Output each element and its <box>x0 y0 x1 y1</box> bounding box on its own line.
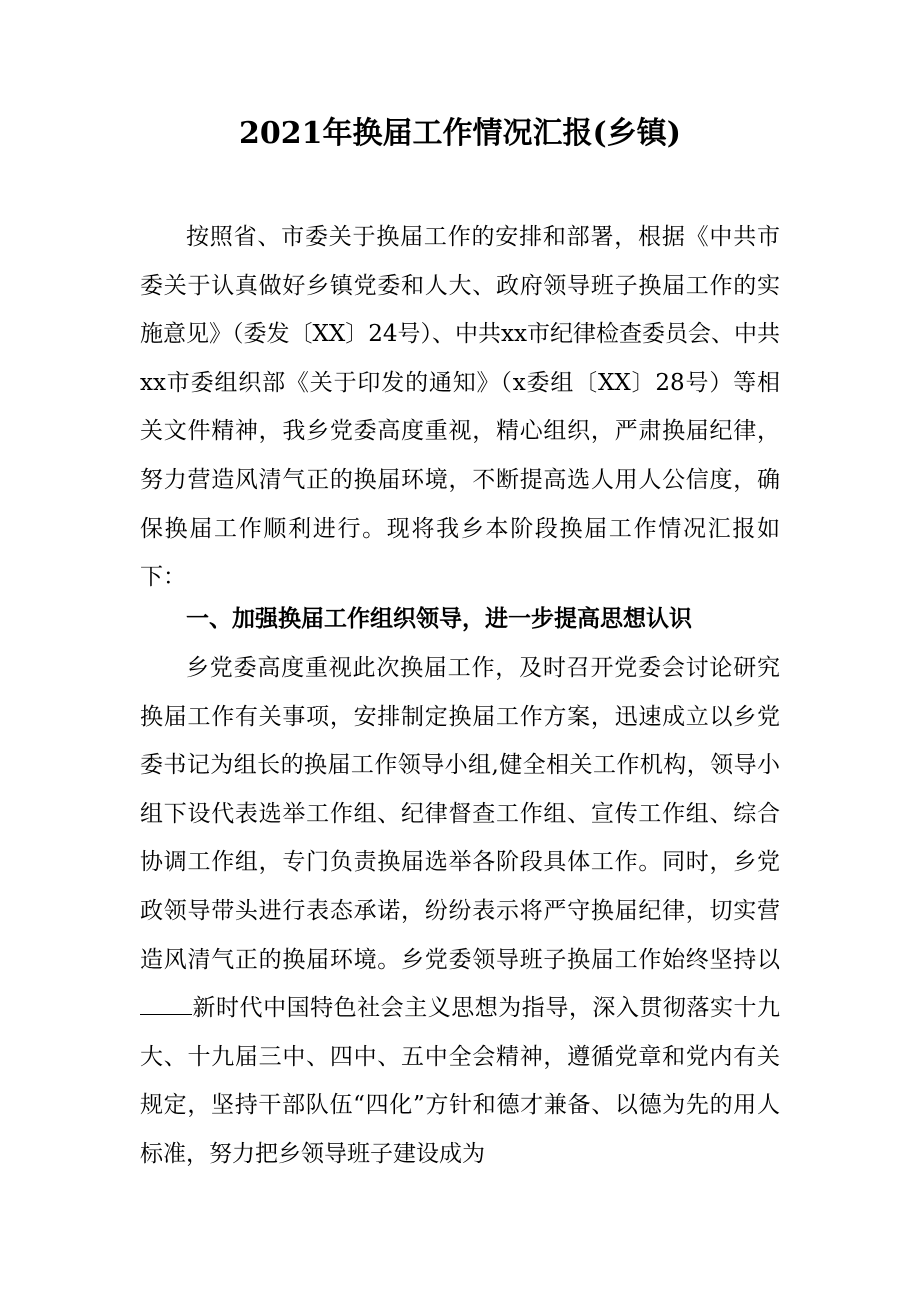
paragraph-section-1-part1: 乡党委高度重视此次换届工作，及时召开党委会讨论研究换届工作有关事项，安排制定换届工作方案，迅速成立以乡党委书记为组长的换届工作领导小组,健全相关工作机构，领导小组下设代表选举工作组、纪律督查工作组、宣传工作组、综合协调工作组，专门负责换届选举各阶段具体工作。同时，乡党政领导带头进行表态承诺，纷纷表示将严守换届纪律，切实营造风清气正的换届环境。乡党委领导班子换届工作始终坚持以 <box>140 655 780 973</box>
paragraph-section-1-part2: 新时代中国特色社会主义思想为指导，深入贯彻落实十九大、十九届三中、四中、五中全会精神，遵循党章和党内有关规定，坚持干部队伍“四化”方针和德才兼备、以德为先的用人标准，努力把乡领导班子建设成为 <box>140 995 780 1167</box>
paragraph-intro: 按照省、市委关于换届工作的安排和部署，根据《中共市委关于认真做好乡镇党委和人大、政府领导班子换届工作的实施意见》（委发〔XX〕24号）、中共xx市纪律检查委员会、中共xx市委组织部《关于印发的通知》（x委组〔XX〕28号）等相关文件精神，我乡党委高度重视，精心组织，严肃换届纪律，努力营造风清气正的换届环境，不断提高选人用人公信度，确保换届工作顺利进行。现将我乡本阶段换届工作情况汇报如下： <box>140 224 780 591</box>
fill-in-blank <box>140 994 192 1015</box>
document-title: 2021年换届工作情况汇报(乡镇) <box>239 116 681 151</box>
paragraph-section-1 <box>140 644 780 1179</box>
section-heading-1: 一、加强换届工作组织领导，进一步提高思想认识 <box>186 605 692 632</box>
